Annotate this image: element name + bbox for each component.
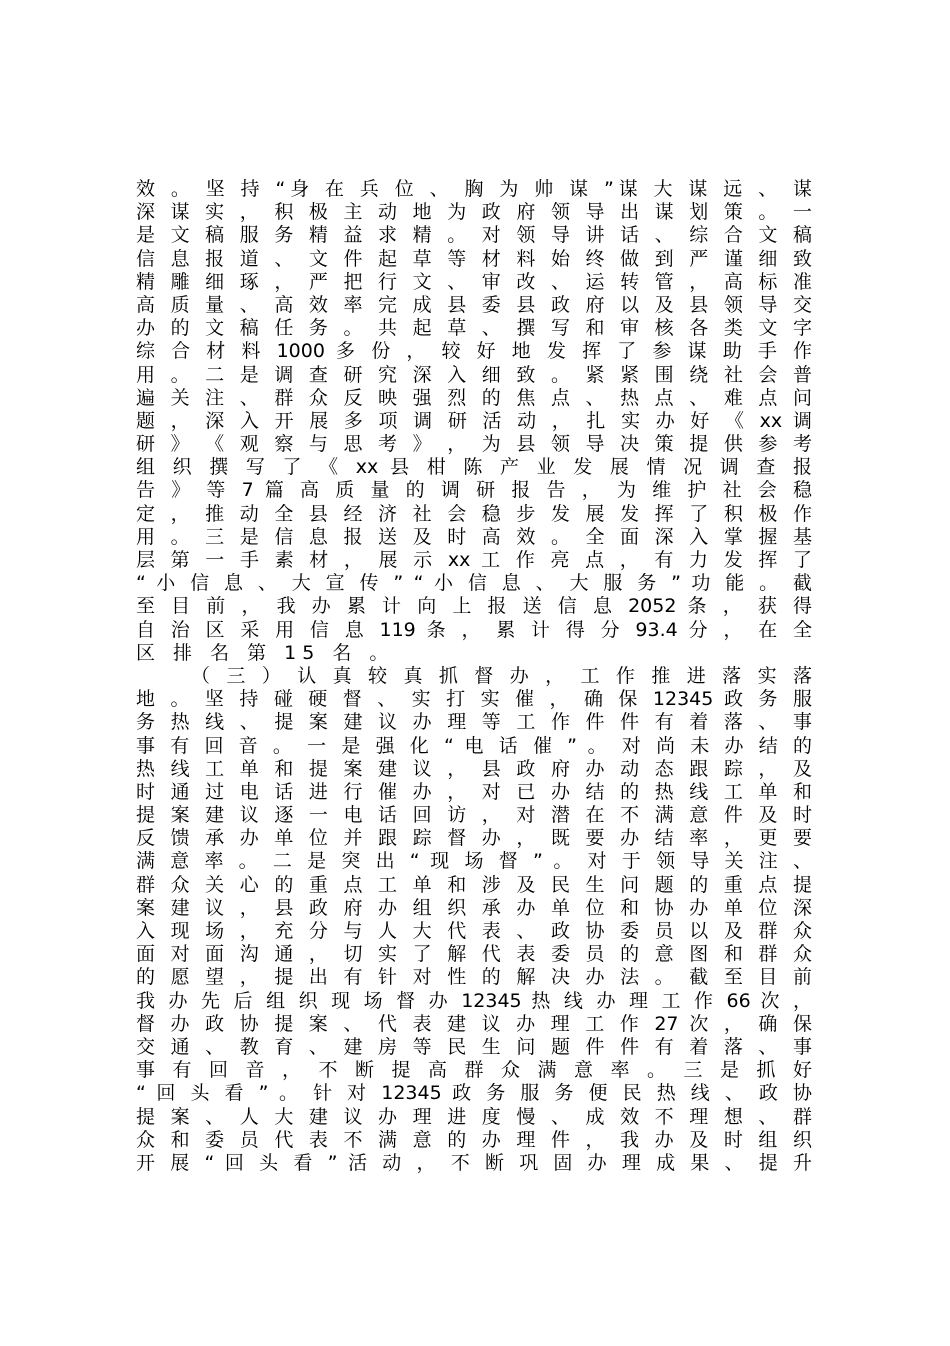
text-line: 遍 关 注 、 群 众 反 映 强 烈 的 焦 点 、 热 点 、 难 点 问 <box>136 386 812 409</box>
text-line: 务 热 线 、 提 案 建 议 办 理 等 工 作 件 件 有 着 落 、 事 <box>136 711 812 734</box>
text-line: 研 》 《 观 察 与 思 考 》 ， 为 县 领 导 决 策 提 供 参 考 <box>136 433 812 456</box>
text-line: 办 的 文 稿 任 务 。 共 起 草 、 撰 写 和 审 核 各 类 文 字 <box>136 317 812 340</box>
text-line: 题 ， 深 入 开 展 多 项 调 研 活 动 ， 扎 实 办 好 《 xx 调 <box>136 409 812 432</box>
text-line: 反 馈 承 办 单 位 并 跟 踪 督 办 ， 既 要 办 结 率 ， 更 要 <box>136 827 812 850</box>
text-line: 至 目 前 ， 我 办 累 计 向 上 报 送 信 息 2052 条 ， 获 得 <box>136 595 812 618</box>
text-line: 是 文 稿 服 务 精 益 求 精 。 对 领 导 讲 话 、 综 合 文 稿 <box>136 224 812 247</box>
text-line: 时 通 过 电 话 进 行 催 办 ， 对 已 办 结 的 热 线 工 单 和 <box>136 780 812 803</box>
text-line: 群 众 关 心 的 重 点 工 单 和 涉 及 民 生 问 题 的 重 点 提 <box>136 873 812 896</box>
text-line: 提 案 建 议 逐 一 电 话 回 访 ， 对 潜 在 不 满 意 件 及 时 <box>136 804 812 827</box>
text-line: 告 》 等 7 篇 高 质 量 的 调 研 报 告 ， 为 维 护 社 会 稳 <box>136 479 812 502</box>
text-line: 入 现 场 ， 充 分 与 人 大 代 表 、 政 协 委 员 以 及 群 众 <box>136 920 812 942</box>
text-line: 热 线 工 单 和 提 案 建 议 ， 县 政 府 办 动 态 跟 踪 ， 及 <box>136 757 812 780</box>
text-line: 用 。 三 是 信 息 报 送 及 时 高 效 。 全 面 深 入 掌 握 基 <box>136 525 812 548</box>
text-line: 交 通 、 教 育 、 建 房 等 民 生 问 题 件 件 有 着 落 、 事 <box>136 1035 812 1058</box>
text-line: 用 。 二 是 调 查 研 究 深 入 细 致 。 紧 紧 围 绕 社 会 普 <box>136 363 812 386</box>
text-line: 事 有 回 音 。 一 是 强 化 “ 电 话 催 ” 。 对 尚 未 办 结 的 <box>136 734 812 757</box>
text-line: 面 对 面 沟 通 ， 切 实 了 解 代 表 委 员 的 意 图 和 群 众 <box>136 943 812 966</box>
text-line: 深 谋 实 ， 积 极 主 动 地 为 政 府 领 导 出 谋 划 策 。 一 <box>136 201 812 224</box>
text-line: “ 回 头 看 ” 。 针 对 12345 政 务 服 务 便 民 热 线 、 政 协 <box>136 1082 812 1105</box>
text-line: 的 愿 望 ， 提 出 有 针 对 性 的 解 决 办 法 。 截 至 目 前 <box>136 966 812 989</box>
text-line: 我 办 先 后 组 织 现 场 督 办 12345 热 线 办 理 工 作 66 次 ， <box>136 989 812 1012</box>
text-line: 提 案 、 人 大 建 议 办 理 进 度 慢 、 成 效 不 理 想 、 群 <box>136 1105 812 1128</box>
text-line-paragraph-end: 区 排 名 第 15 名 。 <box>136 641 395 664</box>
text-line: 自 治 区 采 用 信 息 119 条 ， 累 计 得 分 93.4 分 ， 在 全 <box>136 618 812 641</box>
text-line: 开 展 “ 回 头 看 ” 活 动 ， 不 断 巩 固 办 理 成 果 、 提 升 <box>136 1151 812 1174</box>
text-line: 组 织 撰 写 了 《 xx 县 柑 陈 产 业 发 展 情 况 调 查 报 <box>136 456 812 479</box>
text-line: 综 合 材 料 1000 多 份 ， 较 好 地 发 挥 了 参 谋 助 手 作 <box>136 340 812 363</box>
text-line: 案 建 议 ， 县 政 府 办 组 织 承 办 单 位 和 协 办 单 位 深 <box>136 896 812 919</box>
text-line: 层 第 一 手 素 材 ， 展 示 xx 工 作 亮 点 ， 有 力 发 挥 了 <box>136 549 812 571</box>
text-line: 事 有 回 音 ， 不 断 提 高 群 众 满 意 率 。 三 是 抓 好 <box>136 1059 812 1082</box>
body-text <box>136 178 812 1175</box>
text-line: 精 雕 细 琢 ， 严 把 行 文 、 审 改 、 运 转 管 ， 高 标 准 <box>136 270 812 293</box>
text-line: “ 小 信 息 、 大 宣 传 ” “ 小 信 息 、 大 服 务 ” 功 能 。 截 <box>136 572 812 595</box>
text-line: 定 ， 推 动 全 县 经 济 社 会 稳 步 发 展 发 挥 了 积 极 作 <box>136 502 812 525</box>
text-line: 满 意 率 。 二 是 突 出 “ 现 场 督 ” 。 对 于 领 导 关 注 、 <box>136 850 812 873</box>
text-line: 地 。 坚 持 碰 硬 督 、 实 打 实 催 ， 确 保 12345 政 务 服 <box>136 688 812 711</box>
text-line: 高 质 量 、 高 效 率 完 成 县 委 县 政 府 以 及 县 领 导 交 <box>136 293 812 316</box>
text-line: 信 息 报 道 、 文 件 起 草 等 材 料 始 终 做 到 严 谨 细 致 <box>136 247 812 270</box>
text-line: 效 。 坚 持 “身 在 兵 位 、 胸 为 帅 谋 ”谋 大 谋 远 、 谋 <box>136 178 812 200</box>
text-line: 众 和 委 员 代 表 不 满 意 的 办 理 件 ， 我 办 及 时 组 织 <box>136 1128 812 1151</box>
section-heading-line: （ 三 ） 认 真 较 真 抓 督 办 ， 工 作 推 进 落 实 落 <box>191 664 812 687</box>
text-line: 督 办 政 协 提 案 、 代 表 建 议 办 理 工 作 27 次 ， 确 保 <box>136 1012 812 1035</box>
